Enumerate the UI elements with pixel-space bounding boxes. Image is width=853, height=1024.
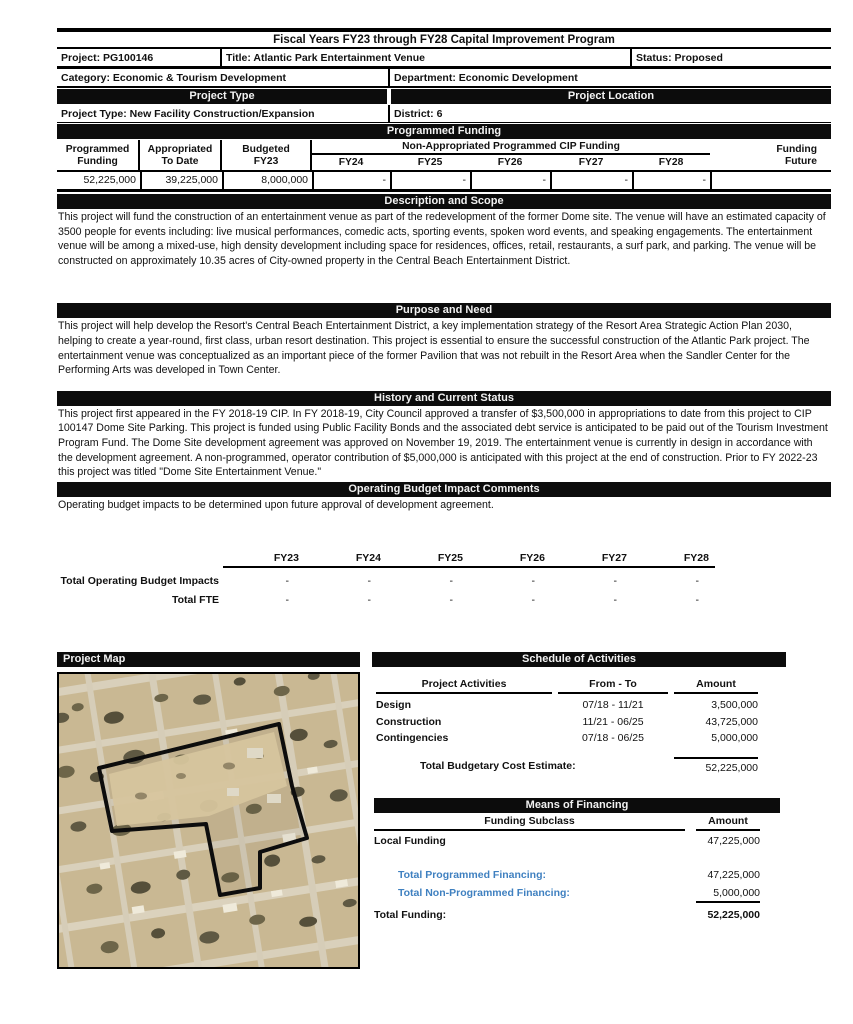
op-row-impacts-label: Total Operating Budget Impacts — [60, 575, 219, 588]
fy24-value: - — [312, 172, 390, 189]
history-text: This project first appeared in the FY 2018-19 CIP. In FY 2018-19, City Council approved a transfer of $3,500,000 in appropriations to date from this project to CIP 100147 Dome Site Parking. This project is funded using Public Facility Bonds and the associated debt service is anticipated to be paid out of the Tourism Investment Program Fund. The Dome Site development agreement was approved on November 19, 2019. The entertainment venue is currently in design in accordance with the development agreement. A non-programmed, operator contribution of $5,000,000 is anticipated with this project at the end of construction. Prior to FY 2022-23 this project was titled "Dome Site Entertainment Venue." — [58, 407, 828, 479]
description-section-bar: Description and Scope — [57, 194, 831, 209]
project-type-section-bar: Project Type — [57, 89, 387, 104]
col-project-activities: Project Activities — [376, 678, 552, 694]
col-amount: Amount — [674, 678, 758, 694]
col-fy24: FY24 — [338, 157, 364, 168]
col-appropriated-to-date: Appropriated To Date — [140, 140, 222, 170]
table-row: Design 07/18 - 11/21 3,500,000 — [376, 699, 758, 712]
op-col-fy27: FY27 — [551, 552, 633, 568]
total-programmed-row: Total Programmed Financing: 47,225,000 — [398, 869, 760, 882]
col-programmed-funding: Programmed Funding — [57, 140, 140, 170]
future-value — [710, 172, 831, 189]
project-number: Project: PG100146 — [57, 49, 222, 66]
fy28-value: - — [632, 172, 710, 189]
operating-comments-section-bar: Operating Budget Impact Comments — [57, 482, 831, 497]
bottom-section — [57, 652, 831, 969]
non-appropriated-span-header: Non-Appropriated Programmed CIP Funding — [312, 140, 710, 155]
schedule-financing-panel — [372, 652, 831, 969]
fy26-value: - — [470, 172, 550, 189]
op-col-fy26: FY26 — [469, 552, 551, 568]
project-map-panel — [57, 652, 360, 969]
aerial-map-graphic — [59, 674, 358, 967]
col-funding-future: Funding Future — [776, 143, 817, 167]
financing-table-header — [374, 815, 760, 831]
fy27-value: - — [550, 172, 632, 189]
type-district-row — [57, 105, 831, 123]
department-label: Department: Economic Development — [394, 71, 578, 84]
operating-budget-table — [57, 552, 719, 606]
project-location-section-bar: Project Location — [391, 89, 831, 104]
project-map-section-bar: Project Map — [57, 652, 360, 667]
programmed-funding-section-bar: Programmed Funding — [57, 124, 831, 139]
description-text: This project will fund the construction of an entertainment venue as part of the redevelopment of the former Dome site. The venue will have an estimated capacity of 3500 people for events including: live musical performances, comedic acts, sporting events, spoken word events, and speaking engagements. The entertainment venue will be among a mixed-use, high density development including space for residences, offices, retail, restaurants, a surf park, and parking. The venue will be constructed on approximately 10.35 acres of City-owned property in the Central Beach Entertainment District. — [58, 211, 826, 267]
table-row: Contingencies 07/18 - 06/25 5,000,000 — [376, 732, 758, 745]
total-budgetary-label: Total Budgetary Cost Estimate: — [420, 760, 576, 773]
district-value: District: 6 — [394, 107, 443, 120]
programmed-funding-value: 52,225,000 — [83, 174, 136, 186]
total-non-programmed-row: Total Non-Programmed Financing: 5,000,000 — [374, 887, 760, 903]
purpose-section-bar: Purpose and Need — [57, 303, 831, 318]
op-col-fy24: FY24 — [305, 552, 387, 568]
project-map-image — [57, 672, 360, 969]
financing-totals — [374, 869, 760, 921]
funding-table-header — [57, 140, 831, 170]
category-label: Category: Economic & Tourism Development — [57, 69, 390, 86]
type-location-bars — [57, 89, 831, 104]
table-row: Construction 11/21 - 06/25 43,725,000 — [376, 715, 758, 728]
col-from-to: From - To — [558, 678, 668, 694]
schedule-table-header — [376, 678, 762, 694]
project-title: Title: Atlantic Park Entertainment Venue — [222, 49, 632, 66]
table-row: Total FTE - - - - - - — [57, 594, 719, 606]
operating-table-header — [57, 552, 719, 568]
col-financing-amount: Amount — [696, 815, 760, 831]
table-row: Total Operating Budget Impacts - - - - - - — [57, 575, 719, 587]
op-row-fte-label: Total FTE — [171, 594, 219, 607]
appropriated-value: 39,225,000 — [140, 172, 222, 189]
budgeted-fy23-value: 8,000,000 — [222, 172, 312, 189]
table-row: Local Funding 47,225,000 — [374, 835, 760, 848]
financing-section-bar: Means of Financing — [374, 798, 780, 813]
total-budgetary-amount: 52,225,000 — [674, 757, 758, 774]
total-funding-row: Total Funding: 52,225,000 — [374, 909, 760, 922]
funding-values-row — [57, 170, 831, 192]
fy25-value: - — [390, 172, 470, 189]
schedule-total-row — [376, 760, 762, 774]
schedule-table — [372, 678, 762, 774]
category-header-row — [57, 69, 831, 88]
document-title: Fiscal Years FY23 through FY28 Capital Improvement Program — [57, 32, 831, 49]
status-badge: Status: Proposed — [636, 51, 723, 64]
schedule-section-bar: Schedule of Activities — [372, 652, 786, 667]
cip-project-sheet — [57, 28, 831, 969]
col-funding-subclass: Funding Subclass — [374, 815, 685, 831]
col-fy25: FY25 — [417, 157, 443, 168]
op-col-fy28: FY28 — [633, 552, 715, 568]
col-budgeted-fy23: Budgeted FY23 — [222, 140, 312, 170]
operating-comments-text: Operating budget impacts to be determined upon future approval of development agreement. — [58, 498, 494, 511]
col-fy26: FY26 — [497, 157, 523, 168]
financing-table — [374, 815, 760, 921]
purpose-text: This project will help develop the Resort's Central Beach Entertainment District, a key implementation strategy of the Resort Area Strategic Action Plan 2030, helping to create a year-round, first class, urban resort destination. This project is essential to ensure the successful construction of the Atlantic Park project. The entertainment venue was conceptualized as an important piece of the former Pavilion that was not rebuilt in the Resort Area when the Sandler Center for the Performing Arts was developed in Town Center. — [58, 320, 810, 377]
means-of-financing — [372, 798, 831, 921]
col-fy27: FY27 — [578, 157, 604, 168]
col-fy28: FY28 — [658, 157, 684, 168]
op-col-fy25: FY25 — [387, 552, 469, 568]
history-section-bar: History and Current Status — [57, 391, 831, 406]
op-col-fy23: FY23 — [223, 552, 305, 568]
project-header-row — [57, 49, 831, 69]
project-type-value: Project Type: New Facility Construction/Expansion — [57, 105, 390, 122]
